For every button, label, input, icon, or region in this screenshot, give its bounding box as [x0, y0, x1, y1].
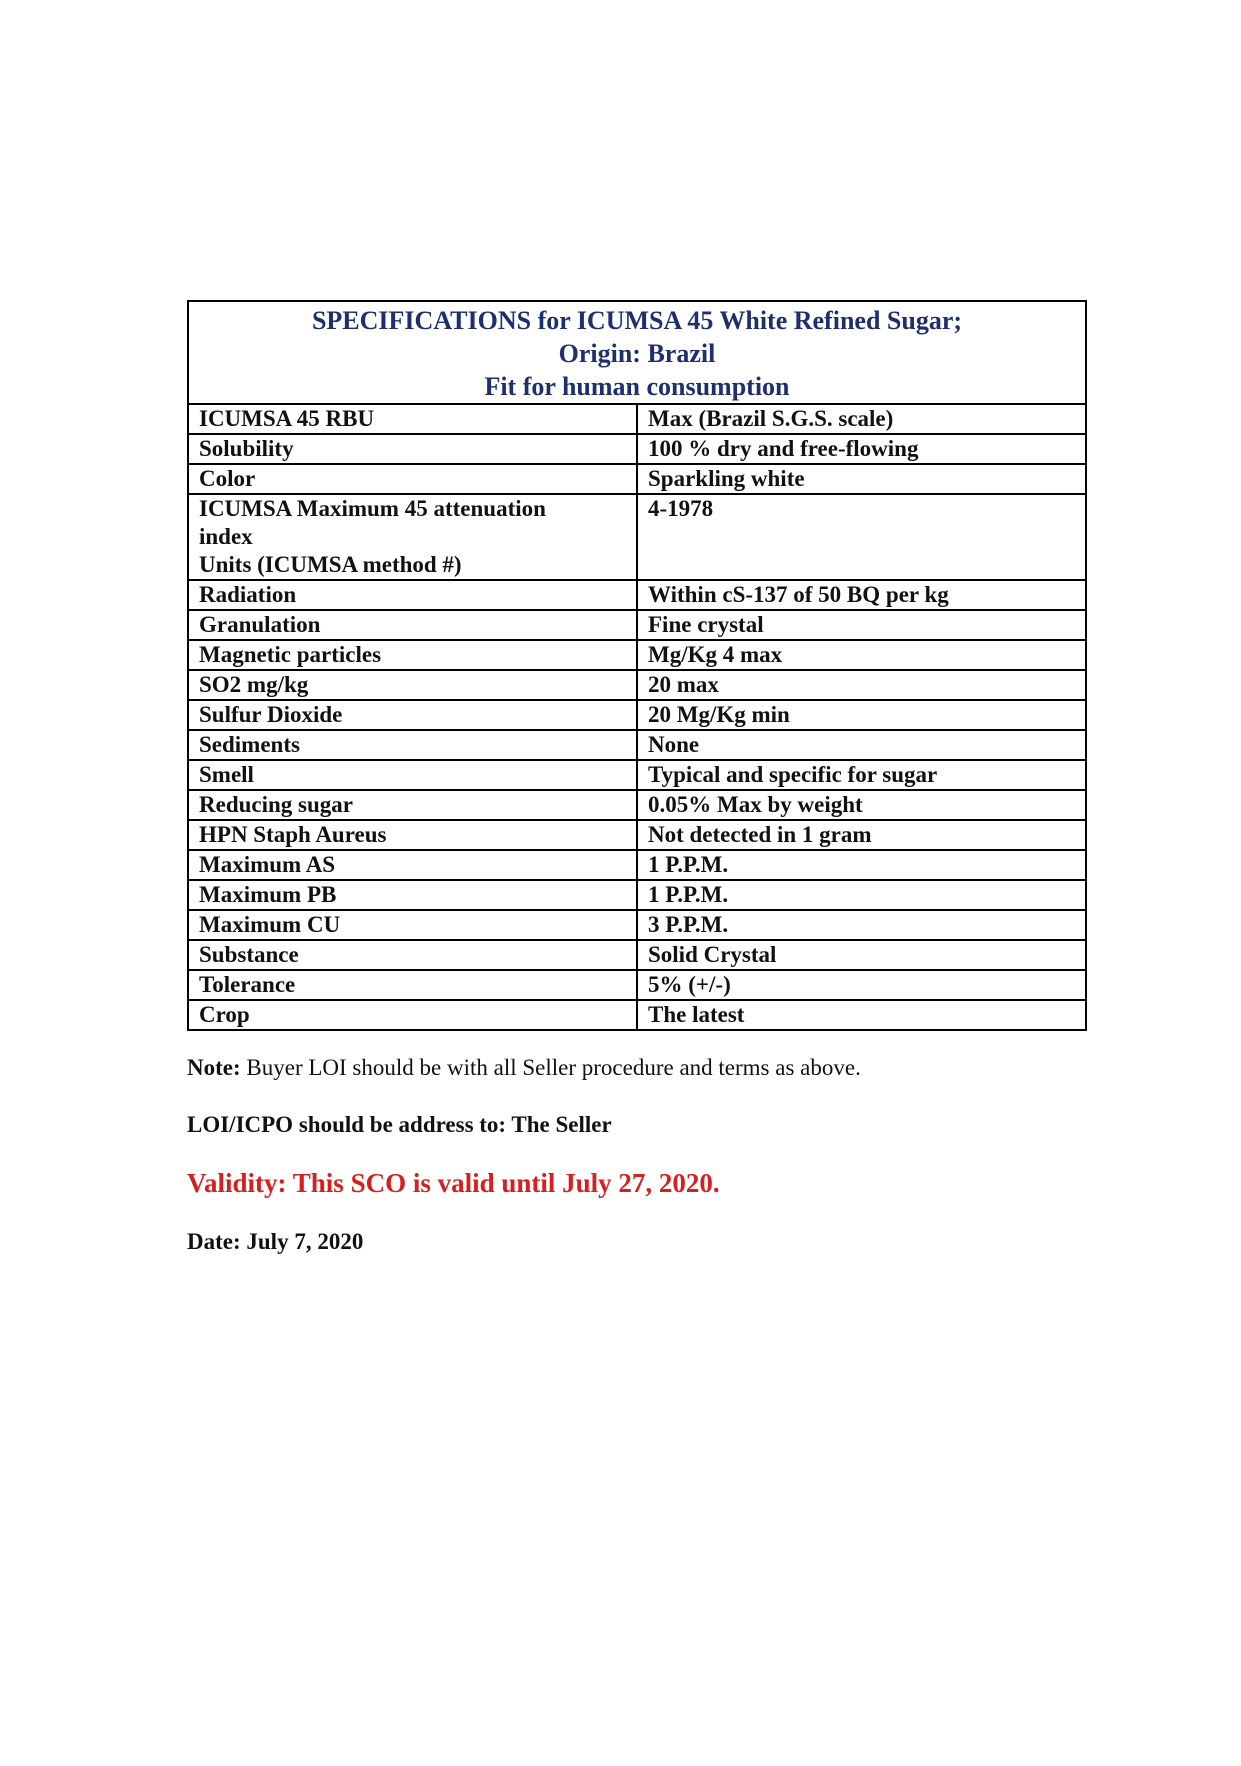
spec-label: Color	[188, 464, 637, 494]
spec-value: Within cS-137 of 50 BQ per kg	[637, 580, 1086, 610]
document-date: Date: July 7, 2020	[187, 1229, 364, 1254]
spec-label: Sediments	[188, 730, 637, 760]
table-row	[188, 1000, 1086, 1030]
table-row	[188, 730, 1086, 760]
spec-label: Solubility	[188, 434, 637, 464]
title-line-1: SPECIFICATIONS for ICUMSA 45 White Refined Sugar;	[311, 306, 963, 335]
spec-value: 100 % dry and free-flowing	[637, 434, 1086, 464]
spec-label: Granulation	[188, 610, 637, 640]
spec-value: Sparkling white	[637, 464, 1086, 494]
table-title-row	[188, 301, 1086, 404]
spec-label: Maximum AS	[188, 850, 637, 880]
table-row	[188, 700, 1086, 730]
spec-value: 1 P.P.M.	[637, 880, 1086, 910]
spec-label	[188, 494, 637, 580]
spec-value: 20 max	[637, 670, 1086, 700]
spec-value: 5% (+/-)	[637, 970, 1086, 1000]
buyer-note	[187, 1055, 861, 1081]
spec-label: ICUMSA 45 RBU	[188, 404, 637, 434]
spec-value: 3 P.P.M.	[637, 910, 1086, 940]
spec-label: Tolerance	[188, 970, 637, 1000]
validity-statement: Validity: This SCO is valid until July 27, 2020.	[187, 1168, 720, 1198]
table-row	[188, 404, 1086, 434]
title-line-3: Fit for human consumption	[484, 372, 790, 401]
spec-value: 0.05% Max by weight	[637, 790, 1086, 820]
table-row	[188, 790, 1086, 820]
spec-label: Substance	[188, 940, 637, 970]
spec-value: 4-1978	[637, 494, 1086, 580]
spec-value: Max (Brazil S.G.S. scale)	[637, 404, 1086, 434]
title-line-2: Origin: Brazil	[558, 339, 716, 368]
table-row	[188, 940, 1086, 970]
spec-label: Maximum CU	[188, 910, 637, 940]
table-row	[188, 910, 1086, 940]
spec-label-line: index	[199, 524, 253, 549]
spec-label: Crop	[188, 1000, 637, 1030]
spec-value: The latest	[637, 1000, 1086, 1030]
specifications-table	[187, 300, 1087, 1031]
table-row	[188, 970, 1086, 1000]
spec-label: Reducing sugar	[188, 790, 637, 820]
table-row	[188, 464, 1086, 494]
table-row	[188, 494, 1086, 580]
spec-value: Mg/Kg 4 max	[637, 640, 1086, 670]
table-row	[188, 580, 1086, 610]
spec-label-line: Units (ICUMSA method #)	[199, 552, 462, 577]
table-row	[188, 670, 1086, 700]
table-title	[188, 301, 1086, 404]
table-row	[188, 610, 1086, 640]
spec-label: HPN Staph Aureus	[188, 820, 637, 850]
table-row	[188, 820, 1086, 850]
note-prefix: Note:	[187, 1055, 241, 1080]
spec-value: Typical and specific for sugar	[637, 760, 1086, 790]
note-text: Buyer LOI should be with all Seller procedure and terms as above.	[240, 1055, 861, 1080]
spec-label: Radiation	[188, 580, 637, 610]
table-row	[188, 760, 1086, 790]
table-row	[188, 850, 1086, 880]
spec-label: Magnetic particles	[188, 640, 637, 670]
spec-label: Sulfur Dioxide	[188, 700, 637, 730]
spec-value: 1 P.P.M.	[637, 850, 1086, 880]
spec-label: Maximum PB	[188, 880, 637, 910]
spec-value: 20 Mg/Kg min	[637, 700, 1086, 730]
spec-value: Fine crystal	[637, 610, 1086, 640]
spec-label: Smell	[188, 760, 637, 790]
spec-label-line: ICUMSA Maximum 45 attenuation	[199, 496, 546, 521]
spec-label: SO2 mg/kg	[188, 670, 637, 700]
table-row	[188, 640, 1086, 670]
spec-value: None	[637, 730, 1086, 760]
spec-value: Not detected in 1 gram	[637, 820, 1086, 850]
spec-value: Solid Crystal	[637, 940, 1086, 970]
table-row	[188, 880, 1086, 910]
loi-address-line: LOI/ICPO should be address to: The Seller	[187, 1112, 612, 1137]
table-row	[188, 434, 1086, 464]
